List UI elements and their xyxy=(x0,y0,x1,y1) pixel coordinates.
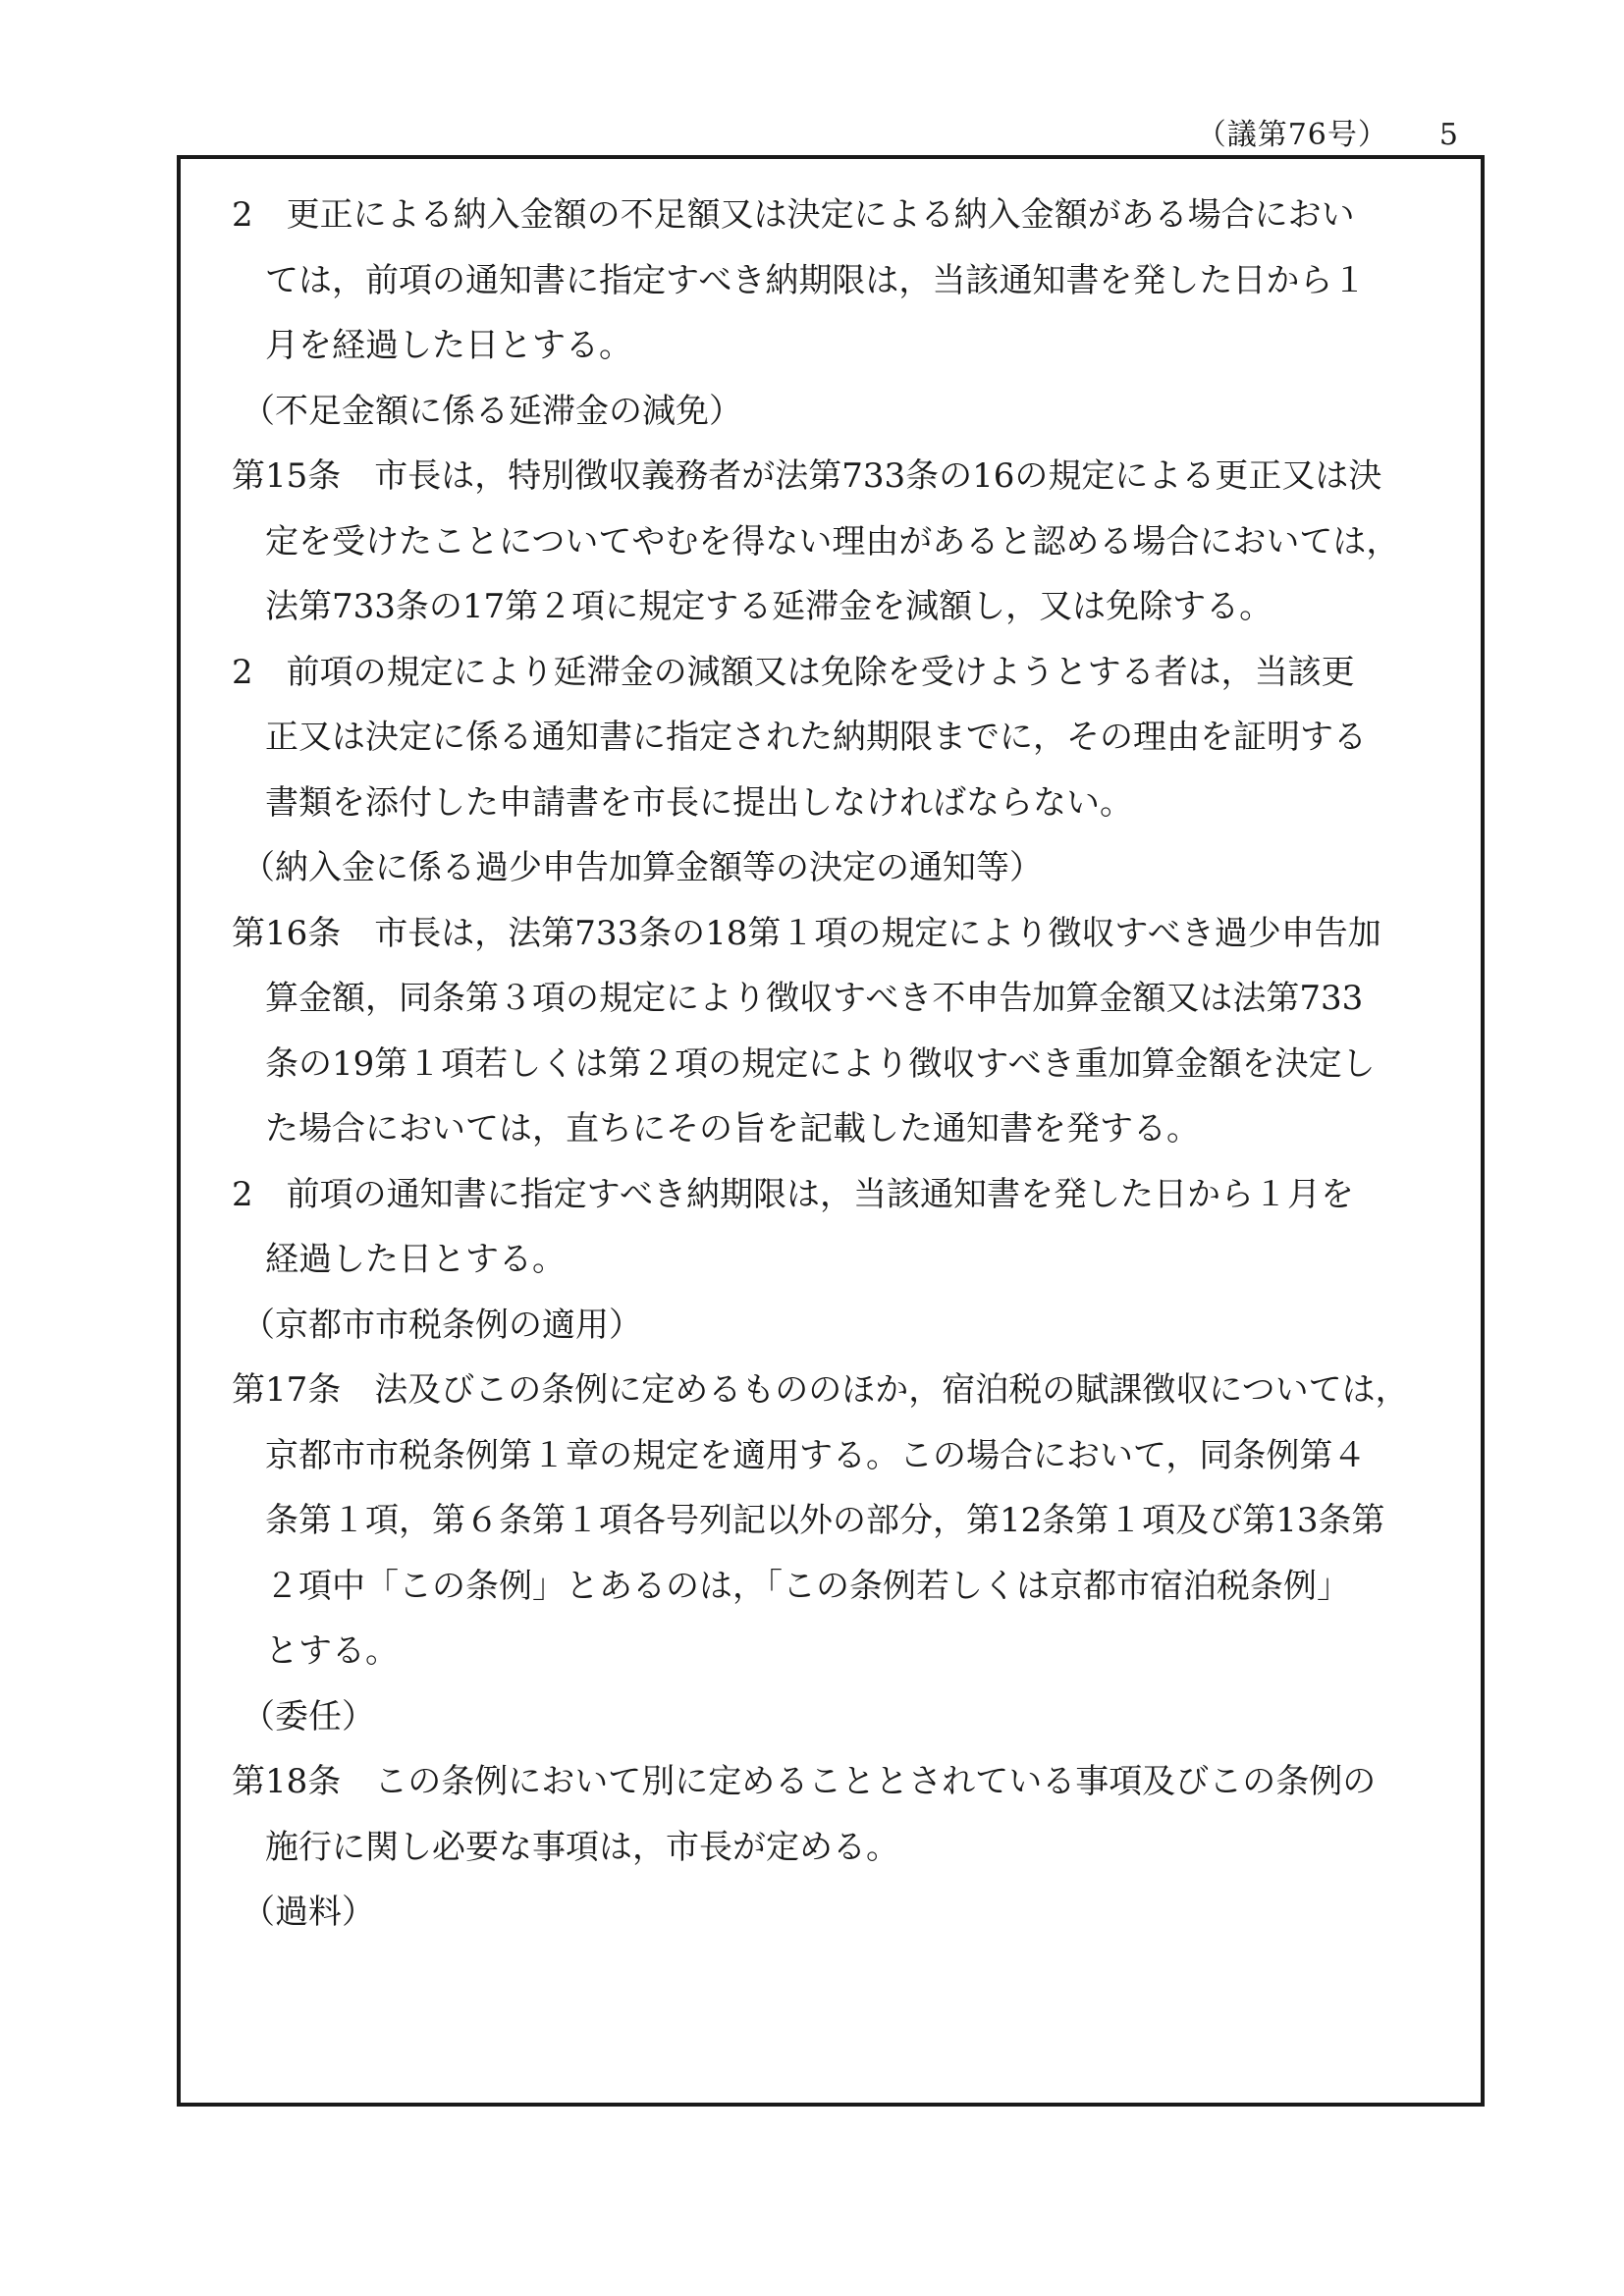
paragraph-line: 2 前項の通知書に指定すべき納期限は，当該通知書を発した日から１月を xyxy=(232,1174,1354,1214)
page-header xyxy=(1197,110,1459,153)
paragraph-line: 2 更正による納入金額の不足額又は決定による納入金額がある場合におい xyxy=(232,195,1355,235)
paragraph-line: 条第１項，第６条第１項各号列記以外の部分，第12条第１項及び第13条第 xyxy=(265,1501,1385,1540)
paragraph-line: 条の19第１項若しくは第２項の規定により徴収すべき重加算金額を決定し xyxy=(265,1043,1376,1084)
paragraph-line: とする。 xyxy=(265,1631,399,1671)
article-caption: （不足金額に係る延滞金の減免） xyxy=(242,391,742,431)
article-line: 第16条 市長は，法第733条の18第１項の規定により徴収すべき過少申告加 xyxy=(232,913,1381,953)
paragraph-line: 経過した日とする。 xyxy=(265,1240,566,1279)
paragraph-line: 月を経過した日とする。 xyxy=(265,326,632,365)
paragraph-line: 法第733条の17第２項に規定する延滞金を減額し，又は免除する。 xyxy=(265,587,1273,626)
article-caption: （京都市市税条例の適用） xyxy=(242,1305,642,1345)
ordinance-text xyxy=(232,183,1449,1946)
article-caption: （過料） xyxy=(242,1893,375,1932)
paragraph-line: 京都市市税条例第１章の規定を適用する。この場合において，同条例第４ xyxy=(265,1435,1367,1475)
article-line: 第15条 市長は，特別徴収義務者が法第733条の16の規定による更正又は決 xyxy=(232,456,1382,496)
paragraph-line: 定を受けたことについてやむを得ない理由があると認める場合においては， xyxy=(265,521,1400,561)
article-caption: （納入金に係る過少申告加算金額等の決定の通知等） xyxy=(242,848,1043,887)
page-number: 5 xyxy=(1438,118,1459,152)
paragraph-line: た場合においては，直ちにその旨を記載した通知書を発する。 xyxy=(265,1109,1200,1148)
paragraph-line: 書類を添付した申請書を市長に提出しなければならない。 xyxy=(265,782,1133,823)
article-line: 第17条 法及びこの条例に定めるもののほか，宿泊税の賦課徴収については， xyxy=(232,1370,1409,1410)
document-frame xyxy=(177,155,1485,2107)
paragraph-line: 2 前項の規定により延滞金の減額又は免除を受けようとする者は，当該更 xyxy=(232,652,1355,692)
paragraph-line: ては，前項の通知書に指定すべき納期限は，当該通知書を発した日から１ xyxy=(265,260,1367,300)
paragraph-line: 施行に関し必要な事項は，市長が定める。 xyxy=(265,1827,899,1867)
paragraph-line: 正又は決定に係る通知書に指定された納期限までに，その理由を証明する xyxy=(265,718,1367,757)
article-line: 第18条 この条例において別に定めることとされている事項及びこの条例の xyxy=(232,1762,1377,1801)
article-caption: （委任） xyxy=(242,1696,375,1736)
bill-number: （議第76号） xyxy=(1196,118,1388,152)
paragraph-line: ２項中「この条例」とあるのは，「この条例若しくは京都市宿泊税条例」 xyxy=(265,1566,1350,1606)
paragraph-line: 算金額，同条第３項の規定により徴収すべき不申告加算金額又は法第733 xyxy=(265,979,1364,1018)
